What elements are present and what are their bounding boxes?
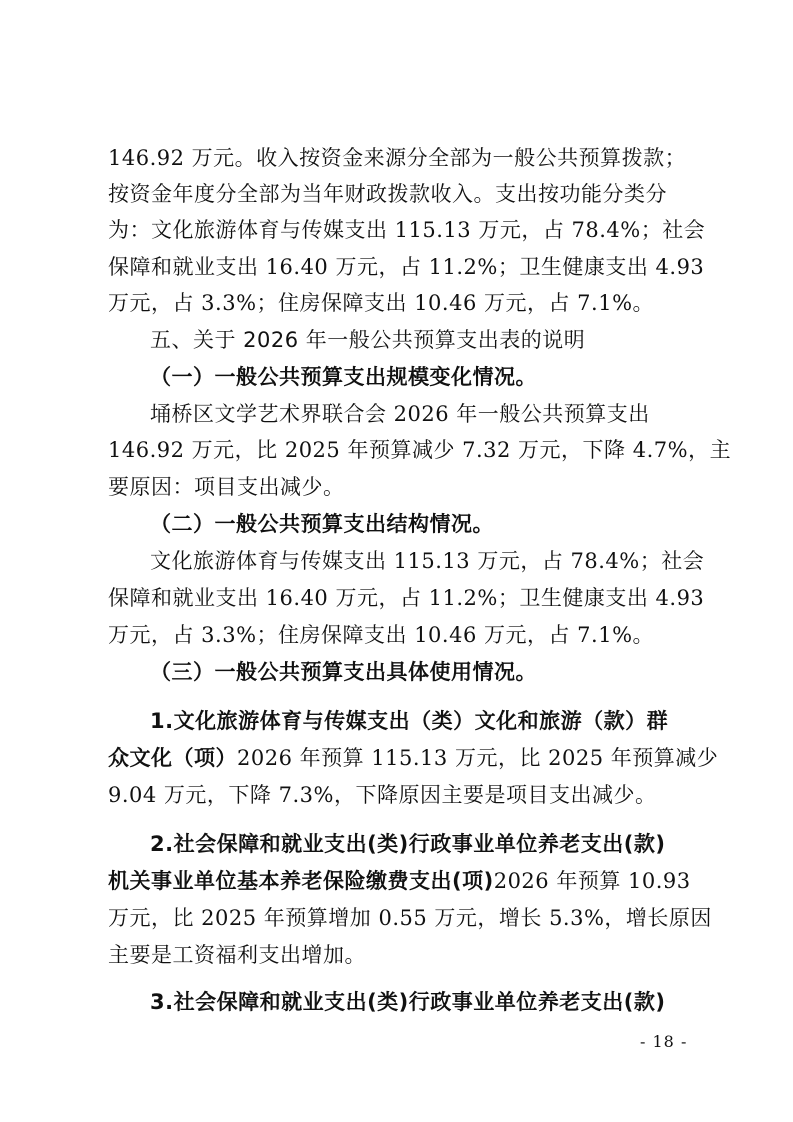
- page-number: - 18 -: [640, 1032, 688, 1051]
- paragraph-line: 万元，比 2025 年预算增加 0.55 万元，增长 5.3%，增长原因: [108, 906, 712, 930]
- paragraph-line: 按资金年度分全部为当年财政拨款收入。支出按功能分类分: [108, 182, 667, 206]
- paragraph-line: 为：文化旅游体育与传媒支出 115.13 万元，占 78.4%；社会: [108, 218, 706, 242]
- paragraph-line: 万元，占 3.3%；住房保障支出 10.46 万元，占 7.1%。: [108, 291, 655, 315]
- paragraph-line: 万元，占 3.3%；住房保障支出 10.46 万元，占 7.1%。: [108, 623, 655, 647]
- paragraph-line: 文化旅游体育与传媒支出 115.13 万元，占 78.4%；社会: [150, 549, 705, 573]
- paragraph-line: [108, 863, 691, 899]
- item-heading: 2.社会保障和就业支出(类)行政事业单位养老支出(款): [150, 832, 666, 856]
- item-heading: 1.文化旅游体育与传媒支出（类）文化和旅游（款）群: [150, 709, 669, 733]
- subsection-heading: （二）一般公共预算支出结构情况。: [150, 512, 494, 536]
- paragraph-line: 146.92 万元。收入按资金来源分全部为一般公共预算拨款；: [108, 146, 687, 170]
- subsection-heading: （三）一般公共预算支出具体使用情况。: [150, 660, 537, 684]
- subsection-heading: （一）一般公共预算支出规模变化情况。: [150, 365, 537, 389]
- item-text: 2026 年预算 115.13 万元，比 2025 年预算减少: [237, 746, 719, 770]
- item-heading: 3.社会保障和就业支出(类)行政事业单位养老支出(款): [150, 990, 666, 1014]
- paragraph-line: 保障和就业支出 16.40 万元，占 11.2%；卫生健康支出 4.93: [108, 255, 705, 279]
- paragraph-line: 要原因：项目支出减少。: [108, 475, 345, 499]
- paragraph-line: 主要是工资福利支出增加。: [108, 943, 366, 967]
- paragraph-line: 埇桥区文学艺术界联合会 2026 年一般公共预算支出: [150, 402, 650, 426]
- paragraph-line: 9.04 万元，下降 7.3%，下降原因主要是项目支出减少。: [108, 783, 657, 807]
- paragraph-line: 146.92 万元，比 2025 年预算减少 7.32 万元，下降 4.7%，主: [108, 438, 732, 462]
- paragraph-line: 保障和就业支出 16.40 万元，占 11.2%；卫生健康支出 4.93: [108, 586, 705, 610]
- section-heading: 五、关于 2026 年一般公共预算支出表的说明: [150, 328, 586, 352]
- item-text: 2026 年预算 10.93: [493, 869, 691, 893]
- item-heading-cont: 众文化（项）: [108, 746, 237, 770]
- paragraph-line: [108, 740, 719, 776]
- item-heading-cont: 机关事业单位基本养老保险缴费支出(项): [108, 869, 494, 893]
